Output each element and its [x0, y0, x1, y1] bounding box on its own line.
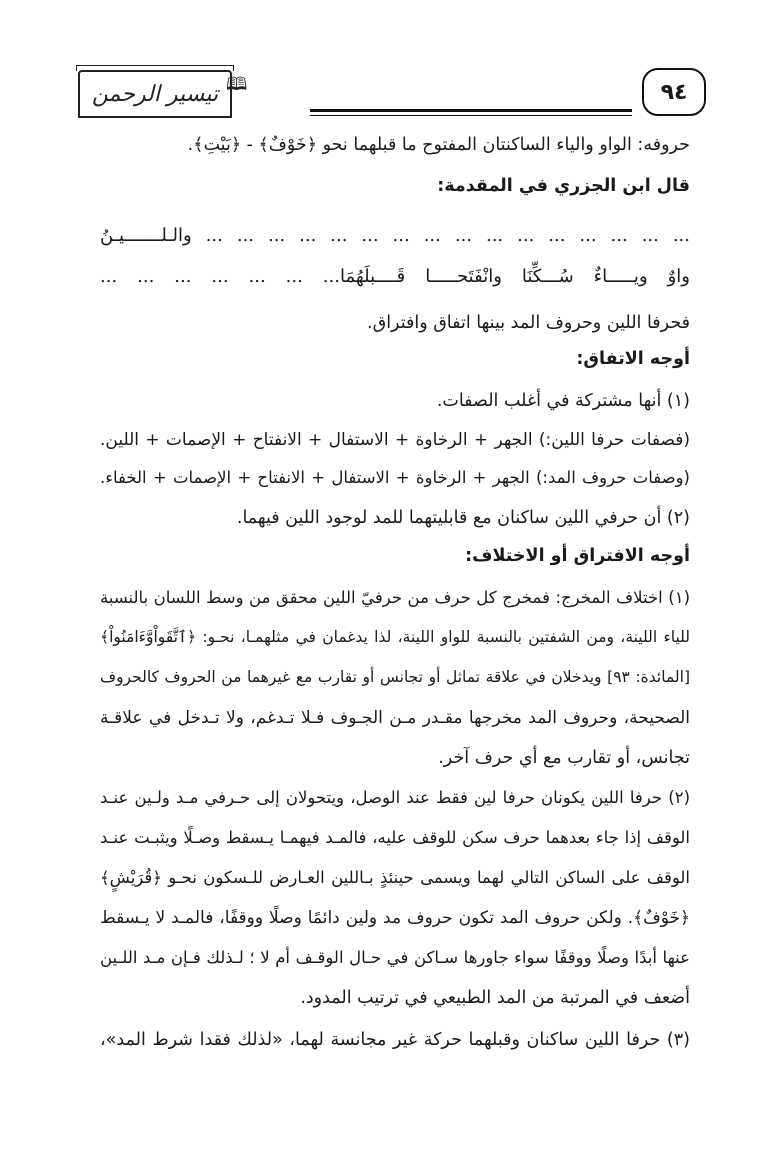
text-line: فحرفا اللين وحروف المد بينها اتفاق وافتراق.: [367, 313, 690, 333]
text-line: أضعف في المرتبة من المد الطبيعي في ترتيب المدود.: [300, 988, 690, 1008]
book-icon: 🕮: [226, 74, 248, 95]
text-line: الصحيحة، وحروف المد مخرجها مقـدر مـن الجـوف فـلا تـدغم، ولا تـدخل في علاقـة: [100, 708, 690, 728]
text-line: (١) أنها مشتركة في أغلب الصفات.: [436, 391, 690, 411]
verse-line: ... ... ... ... ... ... ... ... ... ... ... ... ... ... ... ... والـلـــــــيـنُ: [100, 225, 690, 246]
text-line: (٢) حرفا اللين يكونان حرفا لين فقط عند الوصل، ويتحولان إلى حـرفي مـد ولـين عنـد: [100, 788, 690, 807]
text-line: حروفه: الواو والياء الساكنتان المفتوح ما قبلهما نحو ﴿خَوْفٌ﴾ - ﴿بَيْتِ﴾.: [187, 135, 690, 155]
text-line: عنها أبدًا وصلًا ووقفًا سواء جاورها سـاكن في حـال الوقـف أم لا ؛ لـذلك فـإن مـد اللـين: [100, 948, 690, 967]
text-line: (٣) حرفا اللين ساكنان وقبلهما حركة غير مجانسة لهما، «لذلك فقدا شرط المد»،: [100, 1030, 690, 1050]
header-rule-thin: [310, 115, 632, 116]
text-line: الوقف على الساكن التالي لهما ويسمى حينئذٍ بـاللين العـارض للـسكون نحـو ﴿قُرَيْشٍ﴾: [100, 868, 690, 887]
text-line: ﴿خَوْفٌ﴾. ولكن حروف المد تكون حروف مد ولين دائمًا وصلًا ووقفًا، فالمـد لا يـسقط: [100, 908, 690, 928]
book-title-frame: [78, 70, 232, 118]
text-line: قال ابن الجزري في المقدمة:: [437, 176, 690, 196]
text-line: تجانس، أو تقارب مع أي حرف آخر.: [438, 748, 690, 768]
verse-line: واوٌ ويـــــاءٌ سُـــكِّنَا وانْفَتَحـــــا قَــــبلَهُمَا... ... ... ... ... ... ...: [100, 266, 690, 287]
page-number: ٩٤: [660, 79, 688, 105]
section-heading: أوجه الافتراق أو الاختلاف:: [465, 546, 690, 566]
page-header: [78, 62, 706, 128]
text-line: (وصفات حروف المد:) الجهر + الرخاوة + الاستفال + الانفتاح + الإصمات + الخفاء.: [100, 468, 690, 487]
page-number-frame: [642, 68, 706, 116]
text-line: (١) اختلاف المخرج: فمخرج كل حرف من حرفيّ اللين محقق من وسط اللسان بالنسبة: [100, 588, 690, 607]
book-title: تيسير الرحمن: [91, 81, 219, 107]
text-line: (فصفات حرفا اللين:) الجهر + الرخاوة + الاستفال + الانفتاح + الإصمات + اللين.: [100, 430, 690, 450]
text-line: (٢) أن حرفي اللين ساكنان مع قابليتهما للمد لوجود اللين فيهما.: [236, 508, 690, 528]
text-line: الوقف إذا جاء بعدهما حرف سكن للوقف عليه، فالمـد فيهمـا يـسقط وصـلًا ويثبـت عنـد: [100, 828, 690, 847]
text-line: للياء اللينة، ومن الشفتين بالنسبة للواو اللينة، لذا يدغمان في مثلهمـا، نحـو: ﴿ٱتَّقَواْوَّءَامَنُواْ﴾: [100, 628, 690, 646]
section-heading: أوجه الاتفاق:: [576, 349, 690, 369]
text-line: [المائدة: ٩٣] ويدخلان في علاقة تماثل أو تجانس أو تقارب مع غيرهما من الحروف كالحروف: [100, 668, 690, 686]
header-rule: [310, 109, 632, 112]
